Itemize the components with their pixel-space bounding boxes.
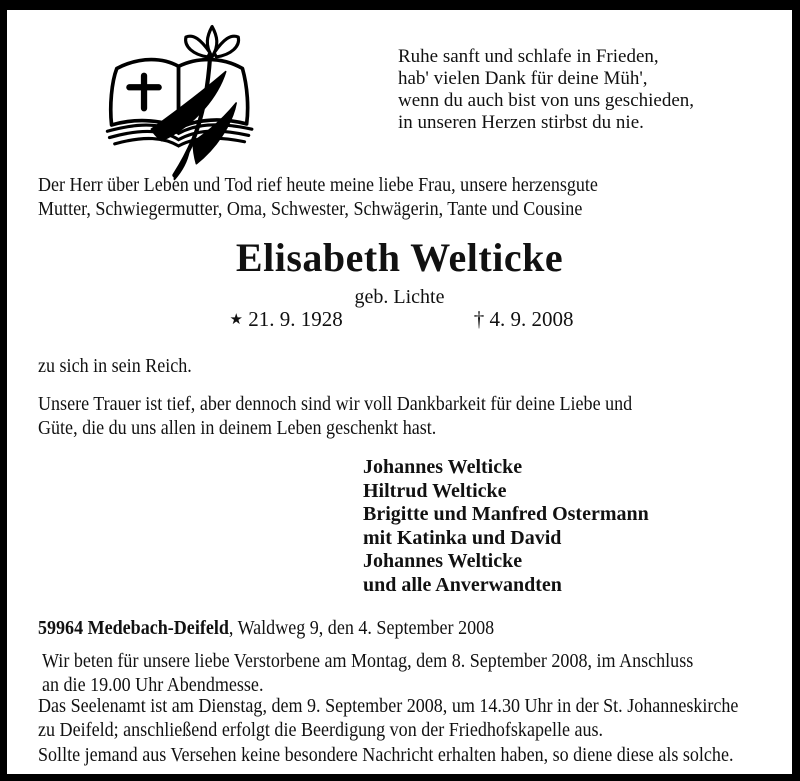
mourner-line: Hiltrud Welticke — [363, 479, 507, 502]
mourner-line: und alle Anverwandten — [363, 573, 562, 596]
poem-line: wenn du auch bist von uns geschieden, — [398, 90, 695, 111]
poem-line: Ruhe sanft und schlafe in Frieden, — [398, 46, 659, 67]
address-line — [38, 616, 494, 640]
gratitude-line: Güte, die du uns allen in deinem Leben geschenkt hast. — [38, 417, 437, 439]
closing-line: Sollte jemand aus Versehen keine besondere Nachricht erhalten haben, so diene diese als solche. — [38, 744, 734, 766]
mourner-line: Brigitte und Manfred Ostermann — [363, 503, 649, 525]
intro-paragraph — [38, 173, 598, 221]
book-cross-lily-icon — [99, 24, 277, 182]
mourner-line: Johannes Welticke — [363, 456, 523, 478]
mourner-line: Johannes Welticke — [363, 550, 523, 572]
deceased-name: Elisabeth Welticke — [235, 235, 564, 280]
service-paragraph — [38, 694, 738, 742]
address-rest: , Waldweg 9, den 4. September 2008 — [228, 617, 495, 639]
continuation-line: zu sich in sein Reich. — [38, 355, 192, 377]
prayer-line: Wir beten für unsere liebe Verstorbene am Montag, dem 8. September 2008, im Anschluss — [42, 650, 694, 672]
mourner-line: mit Katinka und David — [363, 526, 562, 549]
poem-line: hab' vielen Dank für deine Müh', — [398, 68, 648, 89]
maiden-name: geb. Lichte — [354, 286, 445, 308]
poem — [398, 46, 694, 134]
gratitude-line: Unsere Trauer ist tief, aber dennoch sind wir voll Dankbarkeit für deine Liebe und — [38, 393, 633, 415]
prayer-paragraph — [42, 649, 693, 697]
death-date — [474, 307, 574, 332]
intro-line: Der Herr über Leben und Tod rief heute meine liebe Frau, unsere herzensgute — [38, 174, 598, 196]
birth-date — [230, 307, 343, 332]
mourners-list — [363, 456, 649, 597]
death-date-text: 4. 9. 2008 — [489, 307, 574, 331]
poem-line: in unseren Herzen stirbst du nie. — [398, 112, 644, 133]
gratitude-paragraph — [38, 392, 632, 440]
address-place: 59964 Medebach-Deifeld — [38, 617, 229, 639]
intro-line: Mutter, Schwiegermutter, Oma, Schwester, Schwägerin, Tante und Cousine — [38, 198, 583, 220]
death-cross-icon: † — [473, 307, 485, 331]
notice-sheet — [7, 10, 792, 774]
birth-star-icon: ★ — [229, 312, 243, 328]
service-line: zu Deifeld; anschließend erfolgt die Beerdigung von der Friedhofskapelle aus. — [38, 719, 604, 741]
service-line: Das Seelenamt ist am Dienstag, dem 9. September 2008, um 14.30 Uhr in der St. Johanneskirche — [38, 695, 739, 717]
prayer-line: an die 19.00 Uhr Abendmesse. — [42, 674, 264, 696]
birth-date-text: 21. 9. 1928 — [248, 307, 343, 331]
life-dates — [230, 307, 574, 332]
